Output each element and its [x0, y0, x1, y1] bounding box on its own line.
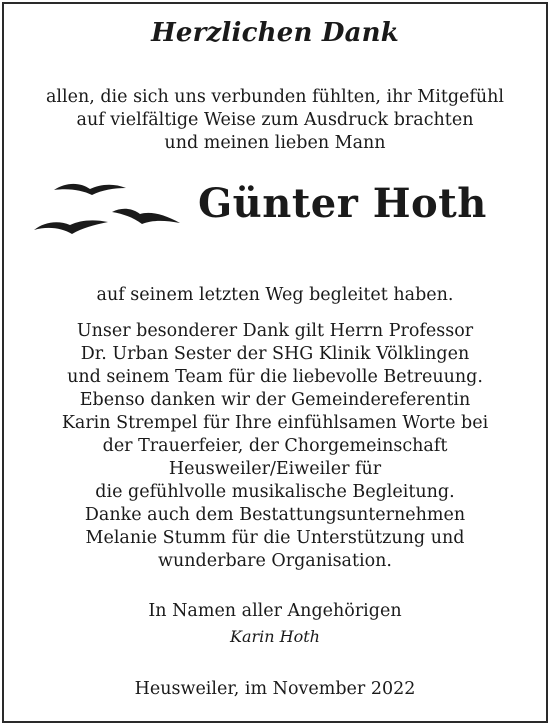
- thanks-line: Dr. Urban Sester der SHG Klinik Völklingen: [80, 344, 470, 364]
- signature-intro: In Namen aller Angehörigen: [148, 601, 402, 621]
- intro-line: auf vielfältige Weise zum Ausdruck brachten: [76, 110, 474, 130]
- intro-line: allen, die sich uns verbunden fühlten, ihr Mitgefühl: [45, 87, 505, 107]
- thanks-line: Unser besonderer Dank gilt Herrn Professor: [76, 321, 474, 341]
- thanks-line: der Trauerfeier, der Chorgemeinschaft: [102, 436, 448, 456]
- place-date-line: Heusweiler, im November 2022: [134, 679, 416, 699]
- place-date: [0, 678, 550, 701]
- thanks-line: Heusweiler/Eiweiler für: [168, 459, 382, 479]
- thanks-line: Ebenso danken wir der Gemeindereferentin: [79, 390, 471, 410]
- thanks-line: Danke auch dem Bestattungsunternehmen: [84, 505, 466, 525]
- flying-birds-icon: [30, 176, 190, 242]
- heading: Herzlichen Dank: [151, 18, 399, 48]
- signature: [0, 600, 550, 648]
- deceased-name-row: [0, 172, 550, 242]
- intro-line: und meinen lieben Mann: [164, 133, 386, 153]
- thanks-text: [0, 320, 550, 573]
- thanks-line: wunderbare Organisation.: [158, 551, 392, 571]
- after-name-line: auf seinem letzten Weg begleitet haben.: [96, 285, 454, 305]
- intro-text: [0, 86, 550, 155]
- signature-name: Karin Hoth: [230, 627, 320, 646]
- deceased-name: Günter Hoth: [198, 180, 487, 227]
- thanks-line: Karin Strempel für Ihre einfühlsamen Worte bei: [61, 413, 489, 433]
- after-name-text: [0, 284, 550, 307]
- thanks-line: und seinem Team für die liebevolle Betreuung.: [67, 367, 483, 387]
- thanks-line: die gefühlvolle musikalische Begleitung.: [95, 482, 455, 502]
- thanks-line: Melanie Stumm für die Unterstützung und: [85, 528, 465, 548]
